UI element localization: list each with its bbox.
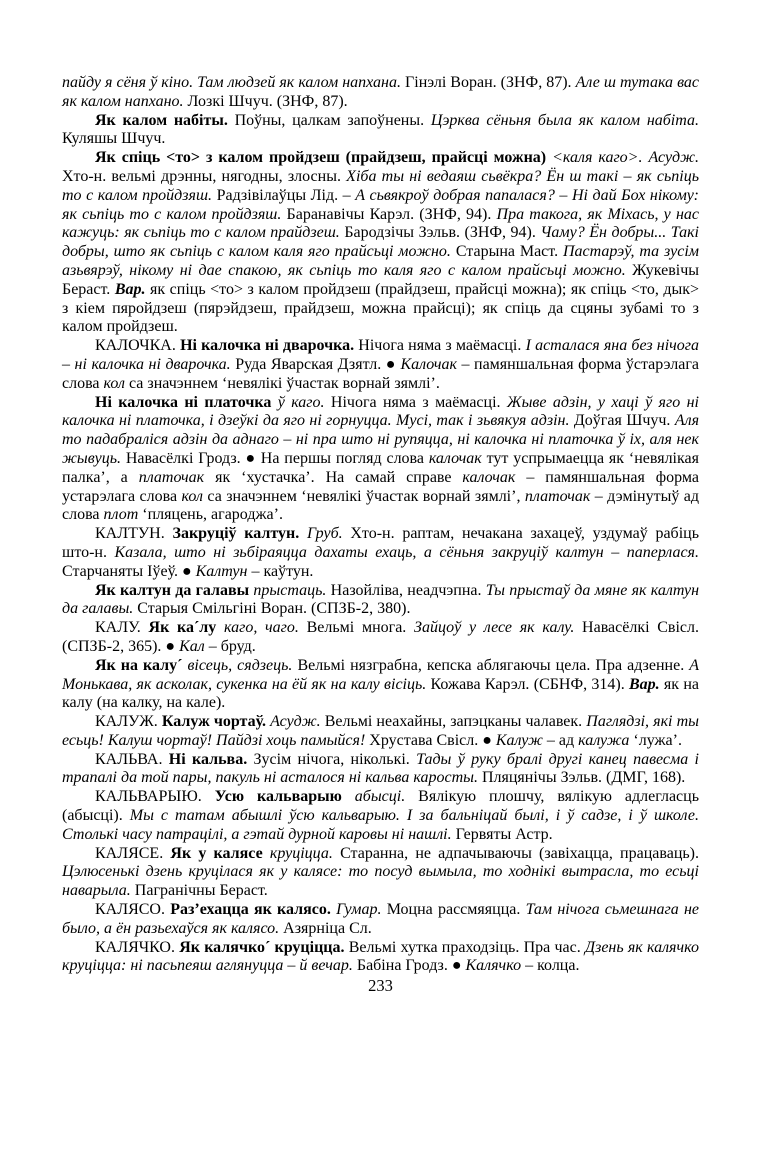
text-run: Як ка´лу <box>148 619 224 637</box>
text-run: Паглядзі, які ты есьць! Калуш чортаў! Пайдзі хоць памыйся! <box>62 713 699 749</box>
text-run: Пра такога, як Міхась, у нас кажуць: як сьпіць то с калом прайдзеш. <box>62 205 699 242</box>
text-run: Бабіна Гродз. ● <box>356 957 466 975</box>
text-run: Усю кальварыю <box>214 788 355 806</box>
text-run: калочак <box>428 449 487 467</box>
text-run: плот <box>103 506 143 524</box>
paragraph <box>62 149 699 337</box>
text-run: Гумар. <box>336 901 387 919</box>
text-run: КАЛУЖ. <box>95 713 162 731</box>
text-run: Поўны, цалкам запоўнены. <box>234 111 431 129</box>
text-run: Вялікую плошчу, вялікую адлегласць (абысці). <box>62 788 700 825</box>
text-run: КАЛУ. <box>95 619 149 637</box>
paragraph <box>62 657 699 713</box>
paragraph <box>62 394 699 526</box>
text-run: Пагранічны Бераст. <box>134 882 268 900</box>
text-run: Вар. <box>628 675 664 693</box>
text-run: Мы с татам абышлі ўсю кальварыю. І за бальніцай былі, і ў садзе, і ў школе. Столькі часу патрацілі, а гэтай дурной каровы ні нашлі. <box>62 807 699 843</box>
text-run: Вельмі неахайны, запэцканы чалавек. <box>324 713 587 731</box>
text-run: калужа <box>578 731 634 749</box>
text-run: са значэннем ‘невялікі ўчастак ворнай зямлі’, <box>207 487 525 505</box>
text-run: кол <box>181 487 208 505</box>
text-run: калочак <box>462 468 527 486</box>
paragraph <box>62 619 699 657</box>
paragraph <box>62 845 699 901</box>
text-run: Старына Маст. <box>455 243 563 261</box>
text-run: Вельмі многа. <box>306 619 415 637</box>
text-run: Там нічога сьмешнага не было, а ён разьехаўся як калясо. <box>62 901 700 937</box>
text-run: Цэрква сёньня была як калом набіта. <box>430 111 700 129</box>
text-run: Калочак <box>400 355 462 373</box>
text-run: ‘лужа’. <box>633 731 682 749</box>
text-run: Раз’ехацца як калясо. <box>170 901 337 919</box>
text-run: Як калячко´ круціцца. <box>179 938 349 956</box>
text-run: са значэннем ‘невялікі ўчастак ворнай зямлі’. <box>128 374 440 392</box>
text-run: платочак <box>138 468 216 486</box>
paragraph <box>62 901 699 939</box>
text-run: Нічога няма з маёмасці. <box>358 337 526 355</box>
text-run: абысці. <box>354 788 419 806</box>
text-run: Кал <box>179 637 209 655</box>
text-run: Хто-н. вельмі дрэнны, нягодны, злосны. <box>62 167 347 185</box>
text-run: Тады ў руку бралі другі канец павесма і трапалі да той пары, пакуль ні асталося ні кальва каросты. <box>62 750 699 787</box>
text-run: кол <box>103 374 129 392</box>
text-run: – каўтун. <box>251 562 314 580</box>
text-run: Баранавічы Карэл. (ЗНФ, 94). <box>286 205 497 223</box>
text-run: Вельмі хутка праходзіць. Пра час. <box>348 938 585 956</box>
text-run: круціцца. <box>269 844 341 862</box>
text-run: Ні кальва. <box>168 750 254 768</box>
text-run: Зайцоў у лесе як калу. <box>414 619 583 637</box>
paragraph <box>62 582 699 620</box>
text-run: КАЛЬВАРЫЮ. <box>95 788 215 806</box>
text-run: Доўгая Шчуч. <box>573 412 675 430</box>
text-run: Калтун <box>195 562 252 580</box>
text-run: Назойліва, неадчэпна. <box>330 581 486 599</box>
text-run: Хіба ты ні ведаяш сьвёкра? Ён ш такі – як сьпіць то с калом пройдзяш. <box>62 167 699 204</box>
text-run: Пастарэў, та зусім азьвярэў, нікому ні дае спакою, як сьпіць то каля яго с калом прайсьці можно. <box>62 243 700 279</box>
text-run: Калуж чортаў. <box>161 713 271 731</box>
paragraph <box>62 112 699 150</box>
text-run: Гінэлі Воран. (ЗНФ, 87). <box>405 74 576 91</box>
text-run: Як спіць <то> з калом пройдзеш (прайдзеш, прайсці можна) <box>95 149 553 167</box>
text-run: Ні калочка ні платочка <box>95 393 278 411</box>
text-run: КАЛЯСЕ. <box>95 844 171 862</box>
text-run: КАЛЯСО. <box>95 901 171 919</box>
text-run: Але ш тутака вас як калом напхано. <box>62 74 700 110</box>
text-run: пайду я сёня ў кіно. Там людзей як калом напхана. <box>62 74 405 91</box>
text-run: Вельмі нязграбна, кепска аблягаючы цела. Пра адзенне. <box>297 656 690 674</box>
text-run: Вар. <box>114 280 151 298</box>
text-run: – памяншальная форма устарэлага слова <box>62 468 700 505</box>
text-run: Куляшы Шчуч. <box>62 130 166 148</box>
text-run: Закруціў калтун. <box>172 525 308 543</box>
page-number: 233 <box>368 976 393 996</box>
text-run: прыстаць. <box>253 581 331 599</box>
text-run: Лозкі Шчуч. (ЗНФ, 87). <box>187 92 348 110</box>
paragraph <box>62 525 699 581</box>
text-run: Азярніца Сл. <box>283 919 372 937</box>
text-run: платочак <box>524 487 595 505</box>
text-run: Як у калясе <box>170 844 270 862</box>
text-run: Дзень як калячко круціцца: ні пасьпеяш аглянуцца – й вечар. <box>62 938 700 975</box>
text-run: як спіць <то> з калом пройдзеш (прайдзеш, прайсці можна); як спіць <то, дык> з кіем пяройдзеш (пярэйдзеш, прайдзеш, можна прайсці); як спіць да сцяны зубамі то з калом пройдзеш. <box>62 280 700 336</box>
text-run: І асталася яна без нічога – ні калочка ні дварочка. <box>62 337 700 373</box>
text-run: каго, чаго. <box>224 619 307 637</box>
text-run: Ні калочка ні дварочка. <box>180 337 359 355</box>
paragraph <box>62 74 699 112</box>
paragraph <box>62 751 699 789</box>
text-run: Хто-н. раптам, нечакана захацеў, уздумаў рабіць што-н. <box>62 525 699 561</box>
text-run: – памяншальная форма ўстарэлага слова <box>62 355 700 392</box>
text-run: – А сьвякроў добрая папалася? – Ні дай Бох нікому: як сьпіць то с калом пройдзяш. <box>62 186 700 223</box>
paragraph <box>62 337 699 393</box>
text-run: Аля то падабраліся адзін да аднаго – ні пра што ні рупяцца, ні калочка ні платочка ў іх, аля нек жывуць. <box>62 412 700 467</box>
text-run: Нічога няма з маёмасці. <box>330 393 507 411</box>
text-run: Хрустава Свісл. ● <box>369 731 496 749</box>
text-run: КАЛЬВА. <box>95 750 169 768</box>
text-run: А Монькава, як асколак, сукенка на ёй як на калу вісіць. <box>62 656 699 693</box>
text-run: – бруд. <box>208 637 256 655</box>
text-run: ‘пляцень, агароджа’. <box>142 506 283 524</box>
text-run: Руда Яварская Дзятл. ● <box>235 355 401 373</box>
text-run: Ты прыстаў да мяне як калтун да галавы. <box>62 581 700 618</box>
text-run: Навасёлкі Гродз. ● На першы погляд слова <box>125 449 429 467</box>
text-run: Калячко <box>465 957 526 975</box>
page-text <box>62 74 699 995</box>
text-run: Зусім нічога, ніколькі. <box>253 750 417 768</box>
text-run: як на калу (на калку, на кале). <box>62 675 699 712</box>
text-run: Старчаняты Іўеў. ● <box>62 562 196 580</box>
text-run: Гервяты Астр. <box>455 825 553 843</box>
text-run: Чаму? Ён добры... Такі добры, што як сьпіць с калом каля яго прайсьці можно. <box>62 224 700 261</box>
text-run: Як на калу´ <box>95 656 188 674</box>
text-run: Жукевічы Бераст. <box>62 261 699 298</box>
text-run: Цэлюсенькі дзень круцілася як у калясе: то посуд вымыла, то ходнікі вытрасла, то есьці наварыла. <box>62 863 699 900</box>
text-run: КАЛЯЧКО. <box>95 938 180 956</box>
paragraph <box>62 939 699 977</box>
text-run: Старыя Смільгіні Воран. (СПЗБ-2, 380). <box>137 600 411 618</box>
text-run: Калуж <box>495 731 547 749</box>
text-run: – колца. <box>525 957 580 975</box>
text-run: тут успрымаецца як ‘невялікая палка’, а <box>62 449 699 486</box>
text-run: Як калтун да галавы <box>95 581 254 599</box>
text-run: Старанна, не адпачываючы (завіхацца, працаваць). <box>340 844 700 862</box>
paragraph <box>62 788 699 844</box>
text-run: ў каго. <box>277 393 331 411</box>
text-run: Асудж. <box>270 713 325 731</box>
text-run: Моцна рассмяяцца. <box>386 901 526 919</box>
paragraph <box>62 713 699 751</box>
text-run: <каля каго>. Асудж. <box>552 149 699 167</box>
text-run: вісець, сядзець. <box>187 656 298 674</box>
text-run: Пляцянічы Зэльв. (ДМГ, 168). <box>481 769 686 787</box>
text-run: – ад <box>546 731 579 749</box>
text-run: КАЛОЧКА. <box>95 337 181 355</box>
text-run: Навасёлкі Свісл. (СПЗБ-2, 365). ● <box>62 619 700 655</box>
text-run: Кожава Карэл. (СБНФ, 314). <box>430 675 629 693</box>
text-run: як ‘хустачка’. На самай справе <box>215 468 463 486</box>
text-run: Радзівілаўцы Лід. <box>216 186 343 204</box>
text-run: Груб. <box>307 525 351 543</box>
text-run: КАЛТУН. <box>95 525 173 543</box>
text-run: Жыве адзін, у хаці ў яго ні калочка ні платочка, і дзеўкі да яго ні горнуцца. Мусі, так і зьвякуя адзін. <box>62 393 699 430</box>
text-run: Як калом набіты. <box>95 111 235 129</box>
text-run: – дэмінутыў ад слова <box>62 487 699 524</box>
text-run: Казала, што ні зьбіраяцца дахаты ехаць, а сёньня закруціў калтун – паперлася. <box>114 543 699 561</box>
text-run: Бародзічы Зэльв. (ЗНФ, 94). <box>344 224 541 242</box>
